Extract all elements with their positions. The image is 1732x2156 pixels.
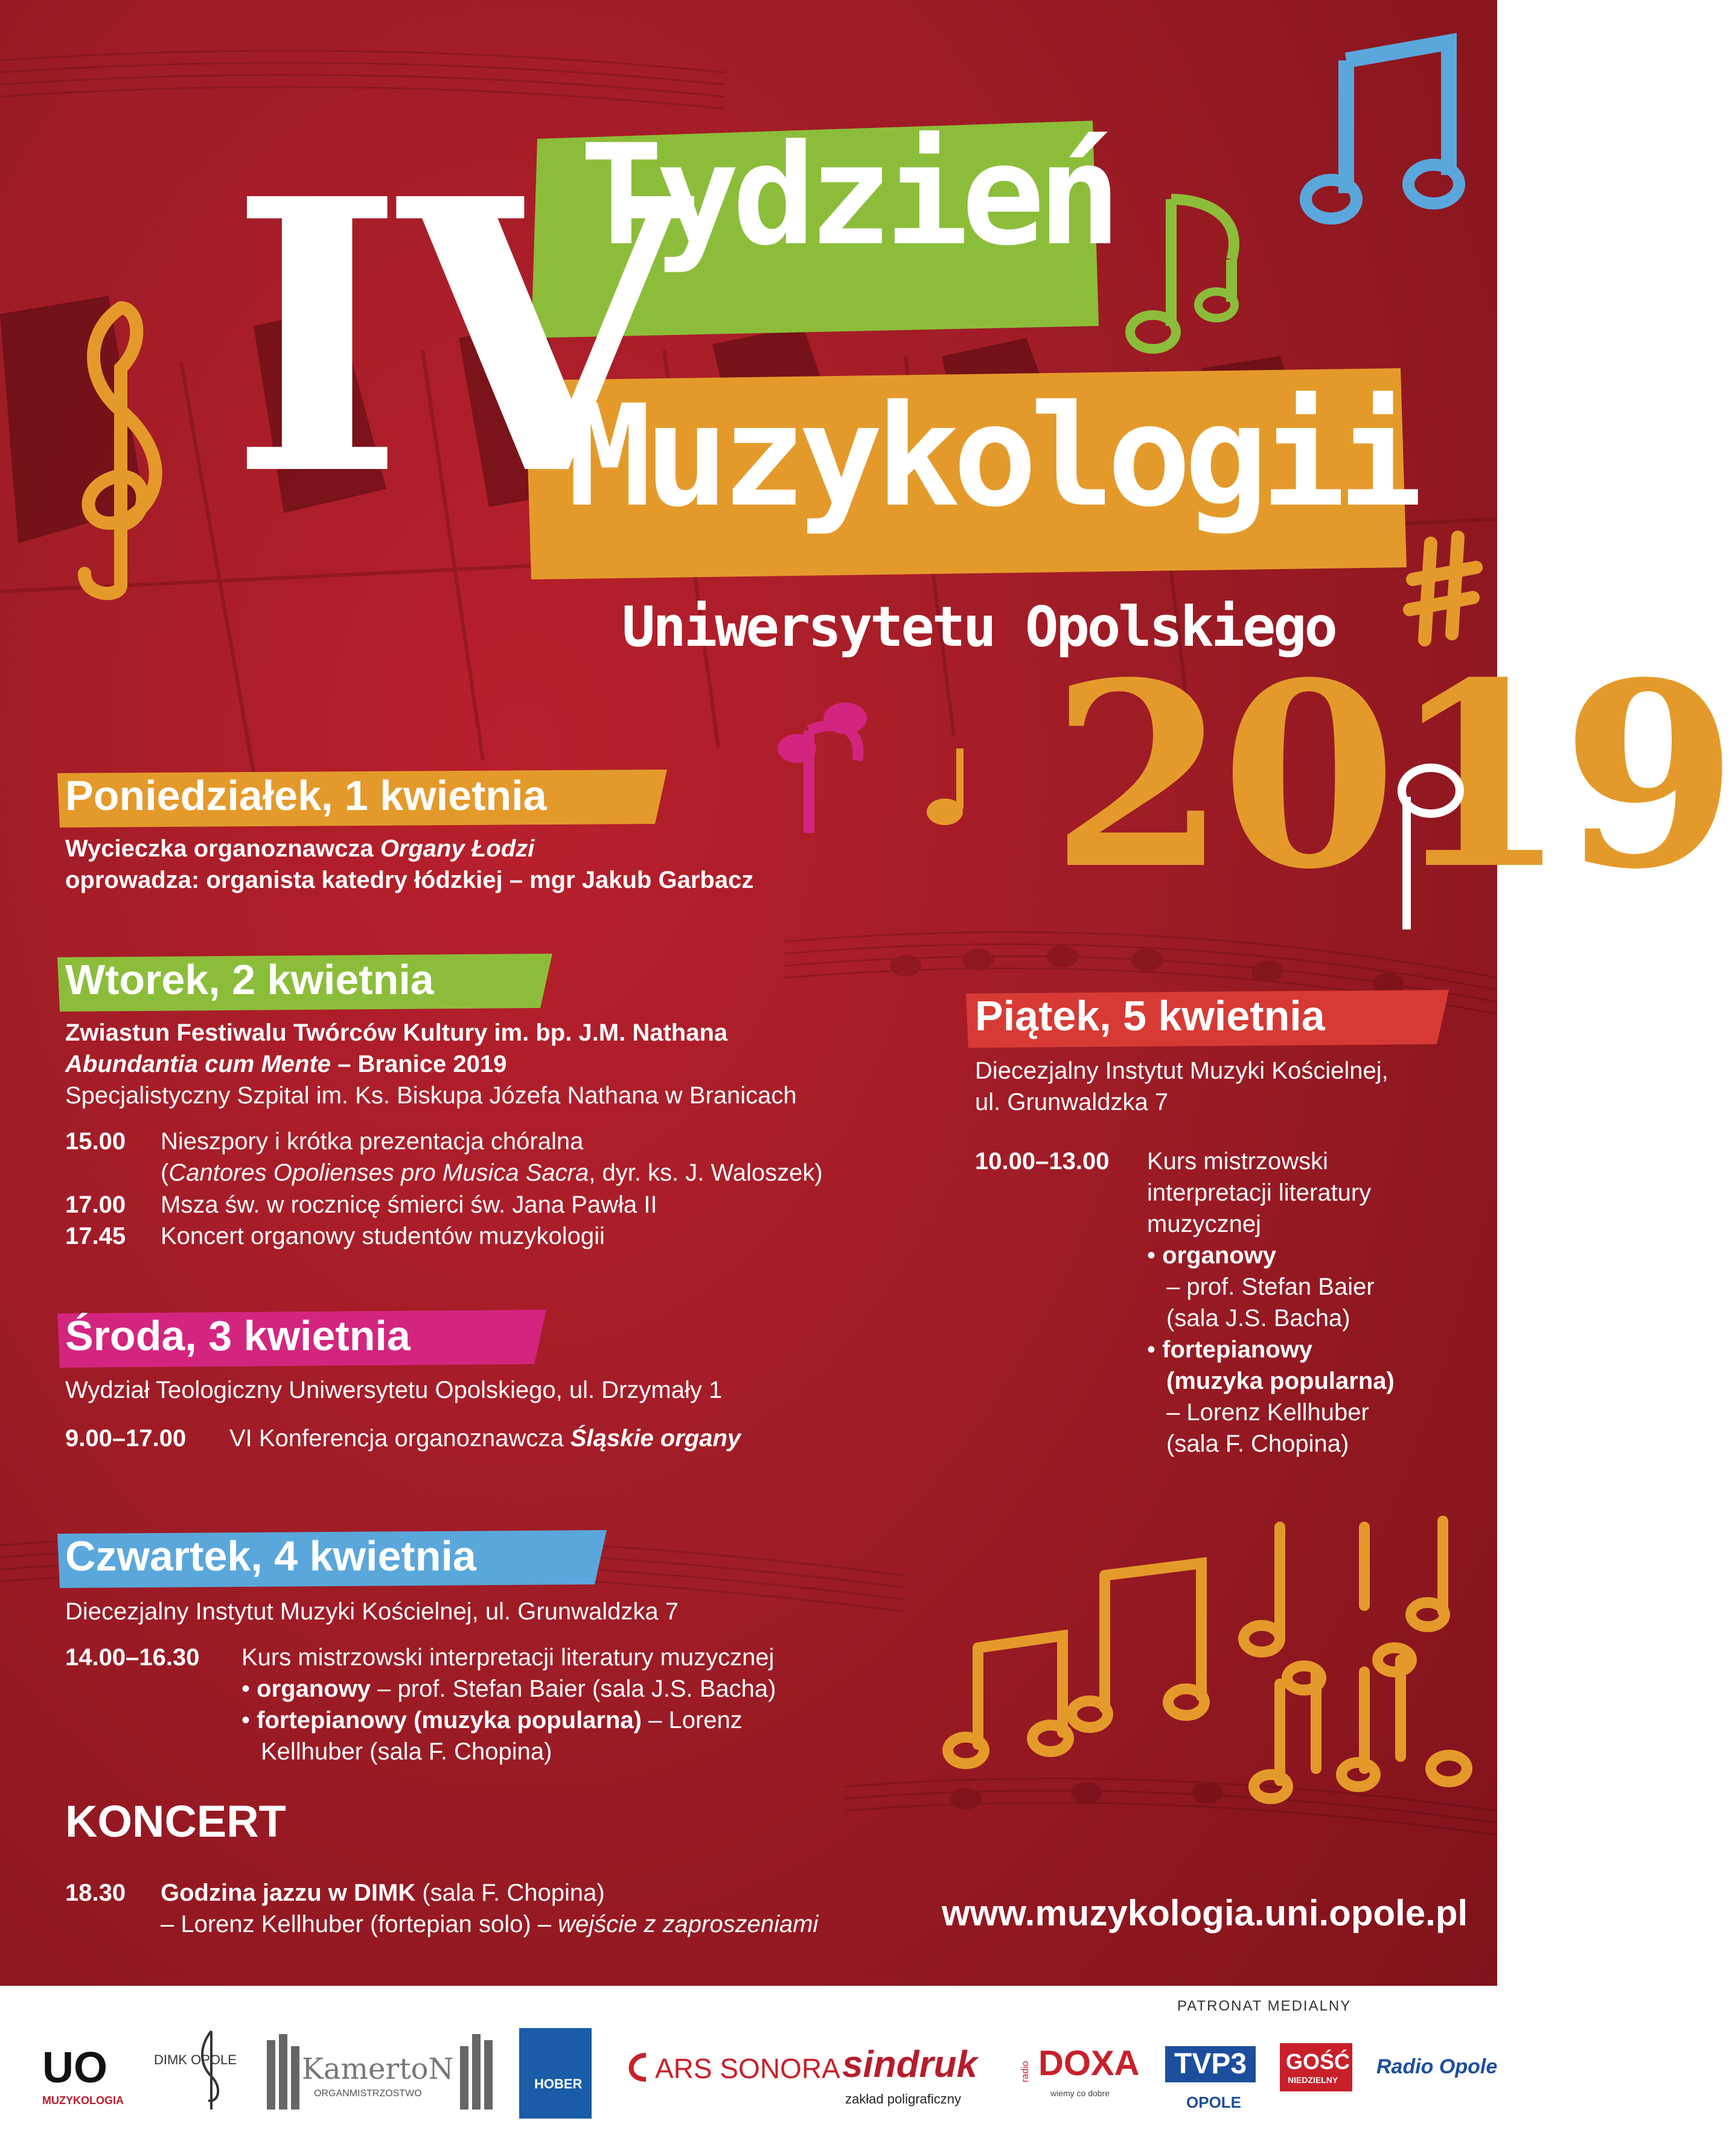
logo-ars-sonora: ARS SONORA	[655, 2053, 840, 2084]
thursday-title: Czwartek, 4 kwietnia	[65, 1532, 476, 1580]
logo-uo-sub: MUZYKOLOGIA	[42, 2094, 124, 2107]
logo-kamerton-sub: ORGANMISTRZOSTWO	[314, 2088, 422, 2099]
friday-title: Piątek, 5 kwietnia	[975, 992, 1325, 1039]
small-orange-note-icon	[912, 742, 978, 833]
sharp-icon	[1407, 531, 1479, 652]
thursday-bullet-2: • fortepianowy (muzyka popularna) – Lorenz	[241, 1707, 743, 1733]
tuesday-line-2: Abundantia cum Mente – Branice 2019	[65, 1051, 507, 1077]
koncert-line-1: Godzina jazzu w DIMK (sala F. Chopina)	[161, 1880, 605, 1906]
logo-tvp: TVP3	[1174, 2048, 1247, 2080]
logo-gosc: GOŚĆ	[1286, 2049, 1350, 2074]
thursday-line-1: Diecezjalny Instytut Muzyki Kościelnej, ul. Grunwaldzka 7	[65, 1598, 679, 1625]
beamed-notes-icon	[1304, 24, 1473, 229]
wednesday-title: Środa, 3 kwietnia	[65, 1312, 411, 1359]
friday-time-1: 10.00–13.00	[975, 1148, 1110, 1175]
monday-line-1: Wycieczka organoznawcza Organy Łodzi	[65, 835, 535, 862]
friday-event-l1: Kurs mistrzowski	[1147, 1148, 1329, 1175]
title-word-muzykologii: Muzykologii	[567, 375, 1416, 538]
wednesday-line-1: Wydział Teologiczny Uniwersytetu Opolskiego, ul. Drzymały 1	[65, 1377, 723, 1403]
friday-bullet-2-l4: (sala F. Chopina)	[1166, 1430, 1349, 1457]
logo-doxa-sub: wiemy co dobre	[1050, 2088, 1110, 2098]
friday-bullet-1-l3: (sala J.S. Bacha)	[1166, 1305, 1350, 1332]
friday-line-2: ul. Grunwaldzka 7	[975, 1089, 1169, 1115]
wednesday-time-1: 9.00–17.00	[65, 1425, 187, 1452]
title-word-tydzien: Tydzień	[580, 115, 1114, 276]
thursday-time-1: 14.00–16.30	[65, 1644, 200, 1671]
thursday-bullet-1: • organowy – prof. Stefan Baier (sala J.S. Bacha)	[241, 1676, 776, 1702]
logo-hober: HOBER	[534, 2076, 583, 2091]
website-link[interactable]: www.muzykologia.uni.opole.pl	[942, 1893, 1468, 1933]
tuesday-time-2: 17.00	[65, 1191, 126, 1218]
friday-bullet-1: • organowy	[1147, 1242, 1277, 1269]
logo-tvp-sub: OPOLE	[1186, 2093, 1242, 2111]
year-2019: 2019	[1050, 628, 1732, 925]
tuesday-time-1: 15.00	[65, 1128, 126, 1155]
tuesday-title: Wtorek, 2 kwietnia	[65, 956, 434, 1003]
patronat-label: PATRONAT MEDIALNY	[1177, 1998, 1352, 2014]
koncert-heading: KONCERT	[65, 1796, 286, 1846]
tuesday-event-1: Nieszpory i krótka prezentacja chóralna	[161, 1128, 584, 1155]
tuesday-event-3: Koncert organowy studentów muzykologii	[161, 1223, 605, 1249]
logo-sindruk-sub: zakład poligraficzny	[845, 2091, 961, 2107]
tuesday-event-1-sub: (Cantores Opolienses pro Musica Sacra, dyr. ks. J. Waloszek)	[161, 1159, 823, 1186]
footer-logos	[0, 1986, 1497, 2156]
friday-bullet-2: • fortepianowy	[1147, 1336, 1313, 1363]
organ-pipes-icon-2	[459, 2034, 495, 2113]
friday-line-1: Diecezjalny Instytut Muzyki Kościelnej,	[975, 1057, 1388, 1084]
friday-bullet-1-l2: – prof. Stefan Baier	[1166, 1274, 1375, 1300]
roman-numeral-iv: IV	[229, 118, 683, 558]
monday-title: Poniedziałek, 1 kwietnia	[65, 772, 547, 819]
koncert-line-2: – Lorenz Kellhuber (fortepian solo) – wejście z zaproszeniami	[161, 1911, 819, 1938]
logo-kamerton: KamertoN	[302, 2052, 454, 2086]
koncert-time: 18.30	[65, 1880, 126, 1906]
tuesday-line-3: Specjalistyczny Szpital im. Ks. Biskupa Józefa Nathana w Branicach	[65, 1082, 797, 1109]
logo-doxa: DOXA	[1038, 2044, 1140, 2083]
thursday-event-1: Kurs mistrzowski interpretacji literatury muzycznej	[241, 1644, 775, 1671]
title-subtitle: Uniwersytetu Opolskiego	[622, 595, 1335, 659]
logo-uo: UO	[42, 2044, 107, 2092]
organ-pipes-icon	[266, 2034, 302, 2113]
friday-event-l2: interpretacji literatury	[1147, 1179, 1372, 1206]
friday-bullet-2-l2: (muzyka popularna)	[1166, 1368, 1395, 1394]
green-eighth-note-icon	[1117, 181, 1256, 362]
monday-line-2: oprowadza: organista katedry łódzkiej – mgr Jakub Garbacz	[65, 867, 754, 893]
logo-sindruk: sindruk	[842, 2044, 977, 2085]
wednesday-event-1: VI Konferencja organoznawcza Śląskie organy	[229, 1425, 741, 1452]
orange-notes-cluster-icon	[942, 1515, 1473, 1853]
logo-dimk: DIMK OPOLE	[154, 2052, 237, 2067]
tuesday-time-3: 17.45	[65, 1223, 126, 1249]
tuesday-line-1: Zwiastun Festiwalu Twórców Kultury im. bp. J.M. Nathana	[65, 1019, 728, 1046]
logo-gosc-sub: NIEDZIELNY	[1288, 2075, 1338, 2085]
friday-event-l3: muzycznej	[1147, 1211, 1261, 1237]
treble-clef-icon	[48, 296, 193, 598]
logo-radio-opole: Radio Opole	[1376, 2055, 1498, 2078]
logo-hober-box	[519, 2028, 592, 2119]
pink-eighth-note-icon	[767, 694, 875, 851]
white-note-icon	[1388, 761, 1473, 942]
friday-bullet-2-l3: – Lorenz Kellhuber	[1166, 1399, 1369, 1426]
thursday-bullet-2-cont: Kellhuber (sala F. Chopina)	[261, 1738, 552, 1765]
ars-sonora-icon	[622, 2049, 652, 2085]
tuesday-event-2: Msza św. w rocznicę śmierci św. Jana Pawła II	[161, 1191, 657, 1218]
dimk-clef-icon	[193, 2028, 229, 2113]
logo-radio-label: radio	[1020, 2061, 1031, 2082]
